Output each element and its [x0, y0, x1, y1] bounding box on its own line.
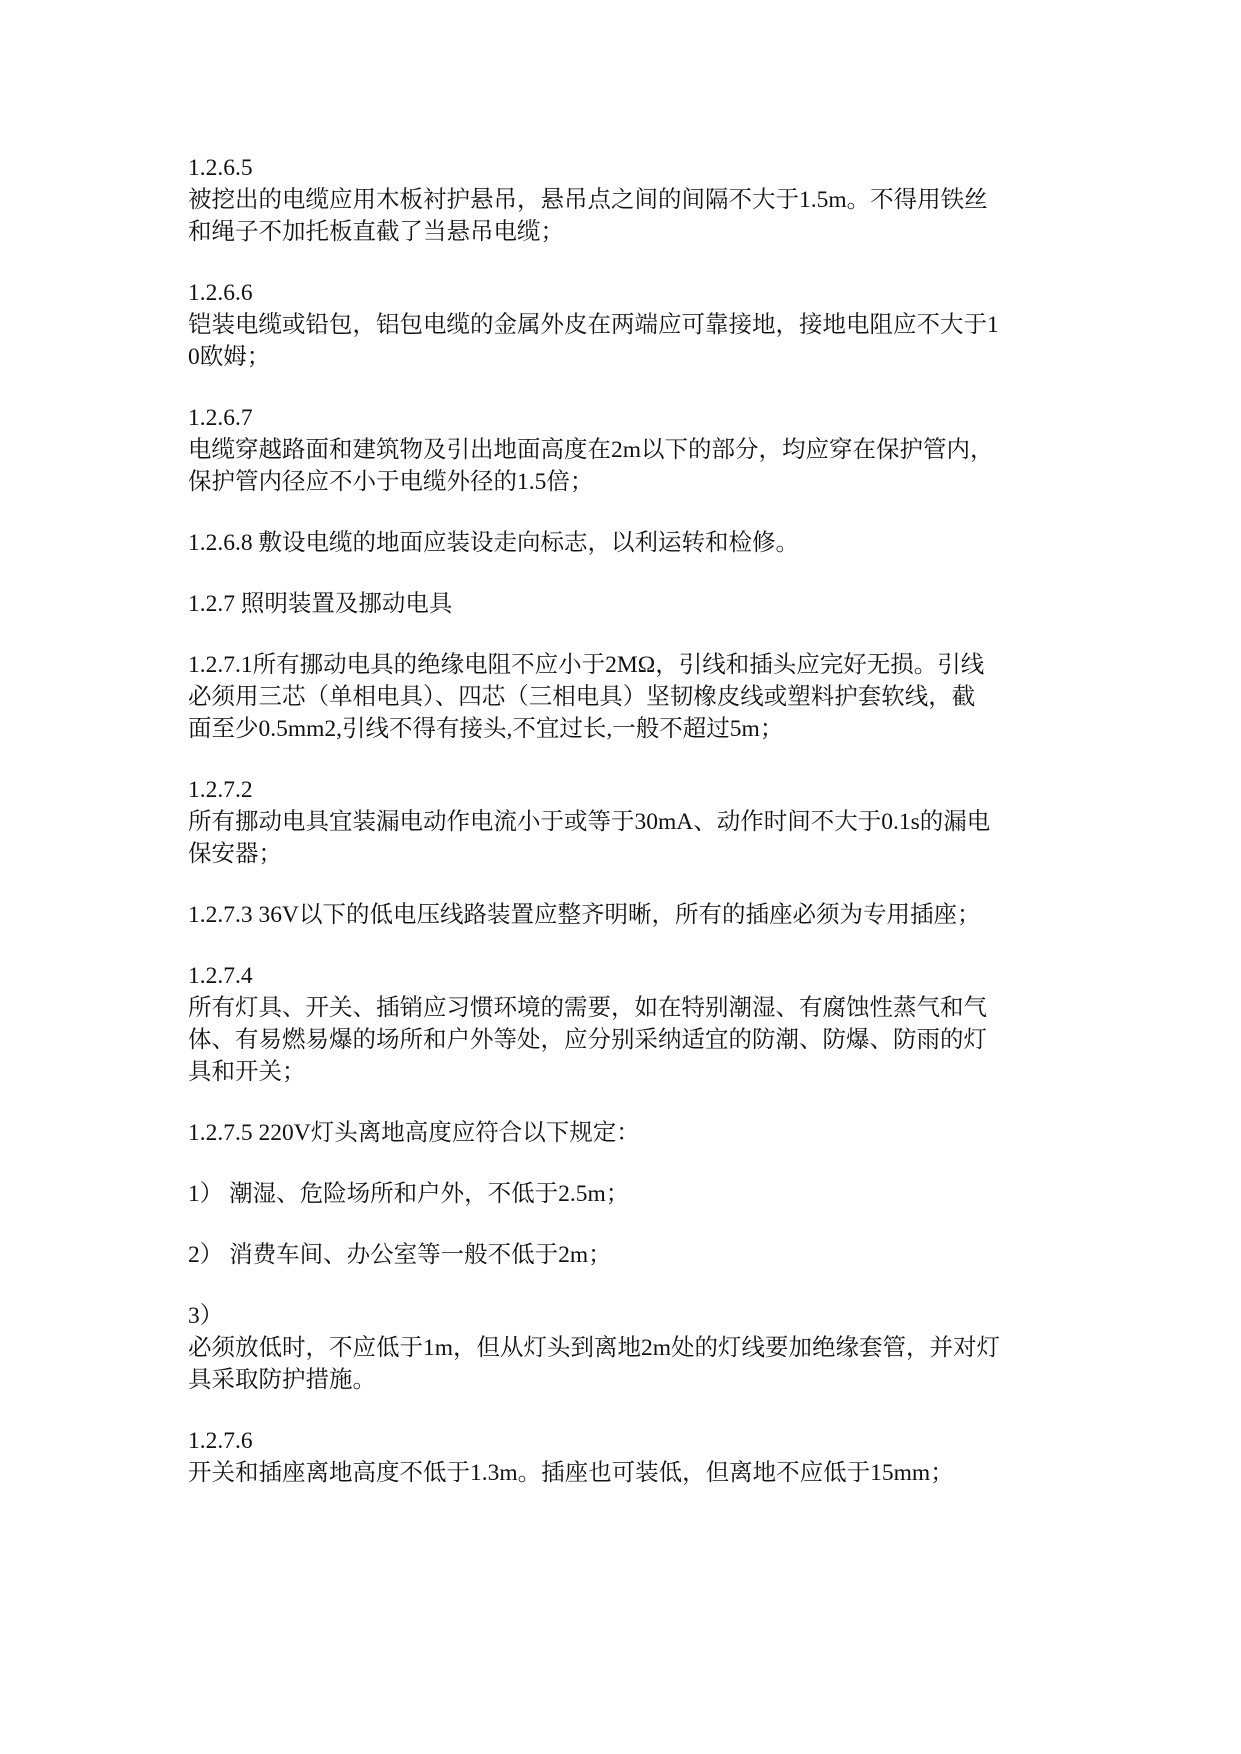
document-paragraph [188, 649, 1058, 745]
paragraph-first-line: 1.2.7.6 [188, 1428, 253, 1454]
paragraph-first-line: 1.2.7.4 [188, 963, 253, 989]
document-paragraph [188, 277, 1058, 373]
paragraph-line: 所有挪动电具宜装漏电动作电流小于或等于30mA、动作时间不大于0.1s的漏电 [188, 809, 991, 835]
paragraph-first-line: 1.2.7.2 [188, 777, 253, 803]
document-paragraph [188, 152, 1058, 248]
paragraph-first-line: 1.2.7.5 220V灯头离地高度应符合以下规定： [188, 1120, 640, 1146]
paragraph-line: 体、有易燃易爆的场所和户外等处，应分别采纳适宜的防潮、防爆、防雨的灯 [188, 1027, 987, 1053]
document-paragraph [188, 899, 1058, 931]
document-paragraph [188, 774, 1058, 870]
paragraph-first-line: 3） [188, 1303, 224, 1329]
paragraph-line: 面至少0.5mm2,引线不得有接头,不宜过长,一般不超过5m； [188, 716, 784, 742]
document-paragraph [188, 1117, 1058, 1149]
document-paragraph [188, 960, 1058, 1088]
paragraph-first-line: 1.2.6.6 [188, 280, 253, 306]
paragraph-line: 电缆穿越路面和建筑物及引出地面高度在2m以下的部分，均应穿在保护管内， [188, 437, 994, 463]
paragraph-line: 具采取防护措施。 [188, 1367, 376, 1393]
document-paragraph [188, 1178, 1058, 1210]
document-paragraph [188, 1300, 1058, 1396]
paragraph-first-line: 1.2.6.8 敷设电缆的地面应装设走向标志，以利运转和检修。 [188, 530, 799, 556]
paragraph-first-line: 2） 消费车间、办公室等一般不低于2m； [188, 1242, 612, 1268]
document-paragraph [188, 1425, 1058, 1489]
paragraph-line: 保安器； [188, 841, 282, 867]
paragraph-line: 保护管内径应不小于电缆外径的1.5倍； [188, 469, 594, 495]
document-paragraph [188, 402, 1058, 498]
paragraph-line: 和绳子不加托板直截了当悬吊电缆； [188, 219, 564, 245]
document-paragraph [188, 527, 1058, 559]
paragraph-line: 所有灯具、开关、插销应习惯环境的需要，如在特别潮湿、有腐蚀性蒸气和气 [188, 995, 987, 1021]
paragraph-line: 必须用三芯（单相电具）、四芯（三相电具）坚韧橡皮线或塑料护套软线，截 [188, 684, 976, 710]
document-paragraph [188, 1239, 1058, 1271]
paragraph-line: 被挖出的电缆应用木板衬护悬吊，悬吊点之间的间隔不大于1.5m。不得用铁丝 [188, 187, 988, 213]
paragraph-line: 开关和插座离地高度不低于1.3m。插座也可装低，但离地不应低于15mm； [188, 1460, 954, 1486]
paragraph-line: 铠装电缆或铅包，铝包电缆的金属外皮在两端应可靠接地，接地电阻应不大于1 [188, 312, 999, 338]
paragraph-first-line: 1.2.7 照明装置及挪动电具 [188, 591, 453, 617]
paragraph-first-line: 1） 潮湿、危险场所和户外，不低于2.5m； [188, 1181, 630, 1207]
paragraph-line: 必须放低时，不应低于1m，但从灯头到离地2m处的灯线要加绝缘套管，并对灯 [188, 1335, 1001, 1361]
paragraph-first-line: 1.2.6.7 [188, 405, 253, 431]
document-body [188, 152, 1058, 1518]
paragraph-first-line: 1.2.6.5 [188, 155, 253, 181]
paragraph-line: 具和开关； [188, 1059, 306, 1085]
document-paragraph [188, 588, 1058, 620]
paragraph-first-line: 1.2.7.1所有挪动电具的绝缘电阻不应小于2MΩ，引线和插头应完好无损。引线 [188, 652, 985, 678]
paragraph-line: 0欧姆； [188, 344, 271, 370]
paragraph-first-line: 1.2.7.3 36V以下的低电压线路装置应整齐明晰，所有的插座必须为专用插座； [188, 902, 981, 928]
